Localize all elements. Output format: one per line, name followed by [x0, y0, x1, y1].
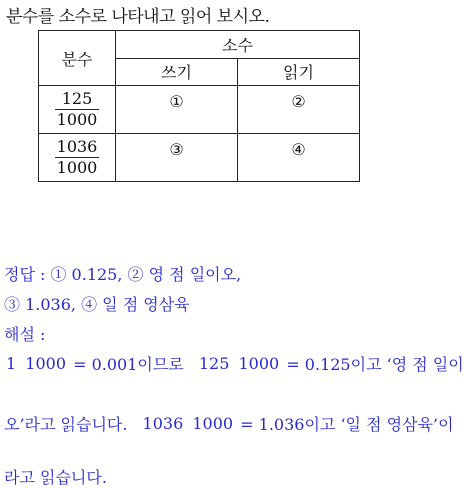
question-text: 분수를 소수로 나타내고 읽어 보시오. [6, 7, 270, 27]
fraction-cell [39, 86, 116, 134]
fraction-cell [39, 134, 116, 182]
table-row [39, 86, 360, 134]
header-decimal: 소수 [116, 31, 360, 59]
denominator: 1000 [192, 413, 234, 433]
fraction [55, 90, 100, 128]
explanation-label: 해설 : [4, 325, 46, 344]
fraction [141, 415, 236, 433]
equation-text: 오’라고 읽습니다. [4, 415, 128, 434]
answer-line-6: 라고 읽습니다. [4, 468, 107, 487]
read-cell: ② [238, 86, 360, 134]
denominator: 1000 [238, 353, 280, 373]
equation-text: = 1.036이고 ‘일 점 영삼육’이 [240, 415, 454, 434]
numerator: 1036 [142, 413, 184, 433]
numerator: 125 [198, 353, 230, 373]
denominator: 1000 [56, 158, 98, 177]
fraction [4, 355, 68, 373]
equation-text: = 0.001이므로 [73, 355, 184, 374]
numerator: 125 [61, 89, 93, 109]
header-fraction: 분수 [39, 31, 116, 86]
fraction-decimal-table [38, 30, 360, 182]
read-cell: ④ [238, 134, 360, 182]
write-cell: ③ [116, 134, 238, 182]
write-cell: ① [116, 86, 238, 134]
answer-line-2: ③ 1.036, ④ 일 점 영삼육 [4, 295, 190, 314]
numerator: 1036 [56, 137, 98, 157]
table-row [39, 134, 360, 182]
explanation-equation-2 [4, 412, 454, 435]
denominator: 1000 [56, 110, 98, 129]
header-read: 읽기 [238, 58, 360, 86]
numerator: 1 [6, 353, 17, 373]
fraction [197, 355, 281, 373]
answer-line-1: 정답 : ① 0.125, ② 영 점 일이오, [4, 265, 242, 284]
equation-text: = 0.125이고 ‘영 점 일이 [286, 355, 464, 374]
denominator: 1000 [25, 353, 66, 373]
header-write: 쓰기 [116, 58, 238, 86]
explanation-equation-1 [4, 352, 464, 375]
fraction [55, 138, 100, 176]
